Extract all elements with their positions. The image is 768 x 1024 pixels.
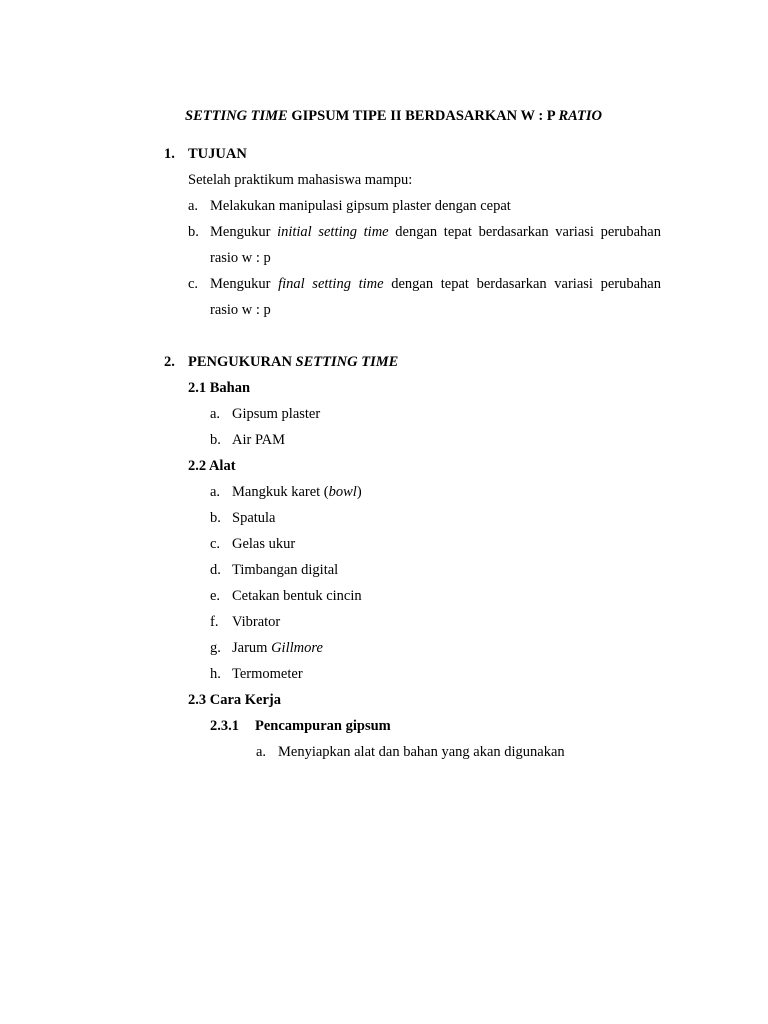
alat-item-marker: a. [210,484,221,500]
section2-heading: PENGUKURAN SETTING TIME [188,354,399,370]
alat-item-marker: g. [210,640,221,656]
section1-number: 1. [164,146,175,162]
tujuan-item-marker: a. [188,198,199,214]
tujuan-item-continuation: rasio w : p [210,250,271,266]
alat-item-text: Spatula [232,510,276,526]
title-main-part: GIPSUM TIPE II BERDASARKAN W : P [287,108,559,124]
bahan-item-text: Gipsum plaster [232,406,321,422]
alat-item-text: Vibrator [232,614,281,630]
alat-heading: 2.2 Alat [188,458,236,474]
cara-kerja-heading: 2.3 Cara Kerja [188,692,282,708]
tujuan-item-text: Mengukur final setting time dengan tepat berdasarkan variasi perubahan [210,276,661,292]
alat-item-text: Jarum Gillmore [232,640,323,656]
tujuan-item-continuation: rasio w : p [210,302,271,318]
alat-item-text: Cetakan bentuk cincin [232,588,362,604]
bahan-item-text: Air PAM [232,432,286,448]
bahan-item-marker: a. [210,406,221,422]
alat-item-marker: e. [210,588,221,604]
alat-item-marker: c. [210,536,221,552]
cara-kerja-sub-heading: Pencampuran gipsum [255,718,391,734]
alat-item-marker: d. [210,562,221,578]
bahan-heading: 2.1 Bahan [188,380,251,396]
alat-item-marker: f. [210,614,219,630]
cara-kerja-item-text: Menyiapkan alat dan bahan yang akan digunakan [278,744,565,760]
section1-heading: TUJUAN [188,146,247,162]
document-title [185,107,602,125]
section1-intro: Setelah praktikum mahasiswa mampu: [188,172,413,188]
alat-item-text: Mangkuk karet (bowl) [232,484,362,500]
bahan-item-marker: b. [210,432,221,448]
alat-item-text: Gelas ukur [232,536,296,552]
cara-kerja-sub-number: 2.3.1 [210,718,239,734]
tujuan-item-text: Melakukan manipulasi gipsum plaster dengan cepat [210,198,511,214]
alat-item-marker: b. [210,510,221,526]
tujuan-item-marker: c. [188,276,199,292]
title-ratio-part: RATIO [558,108,602,124]
section2-number: 2. [164,354,175,370]
title-italic-part: SETTING TIME [185,108,288,124]
tujuan-item-text: Mengukur initial setting time dengan tepat berdasarkan variasi perubahan [210,224,661,240]
tujuan-item-marker: b. [188,224,199,240]
alat-item-text: Timbangan digital [232,562,339,578]
alat-item-text: Termometer [232,666,303,682]
cara-kerja-item-marker: a. [256,744,267,760]
alat-item-marker: h. [210,666,221,682]
